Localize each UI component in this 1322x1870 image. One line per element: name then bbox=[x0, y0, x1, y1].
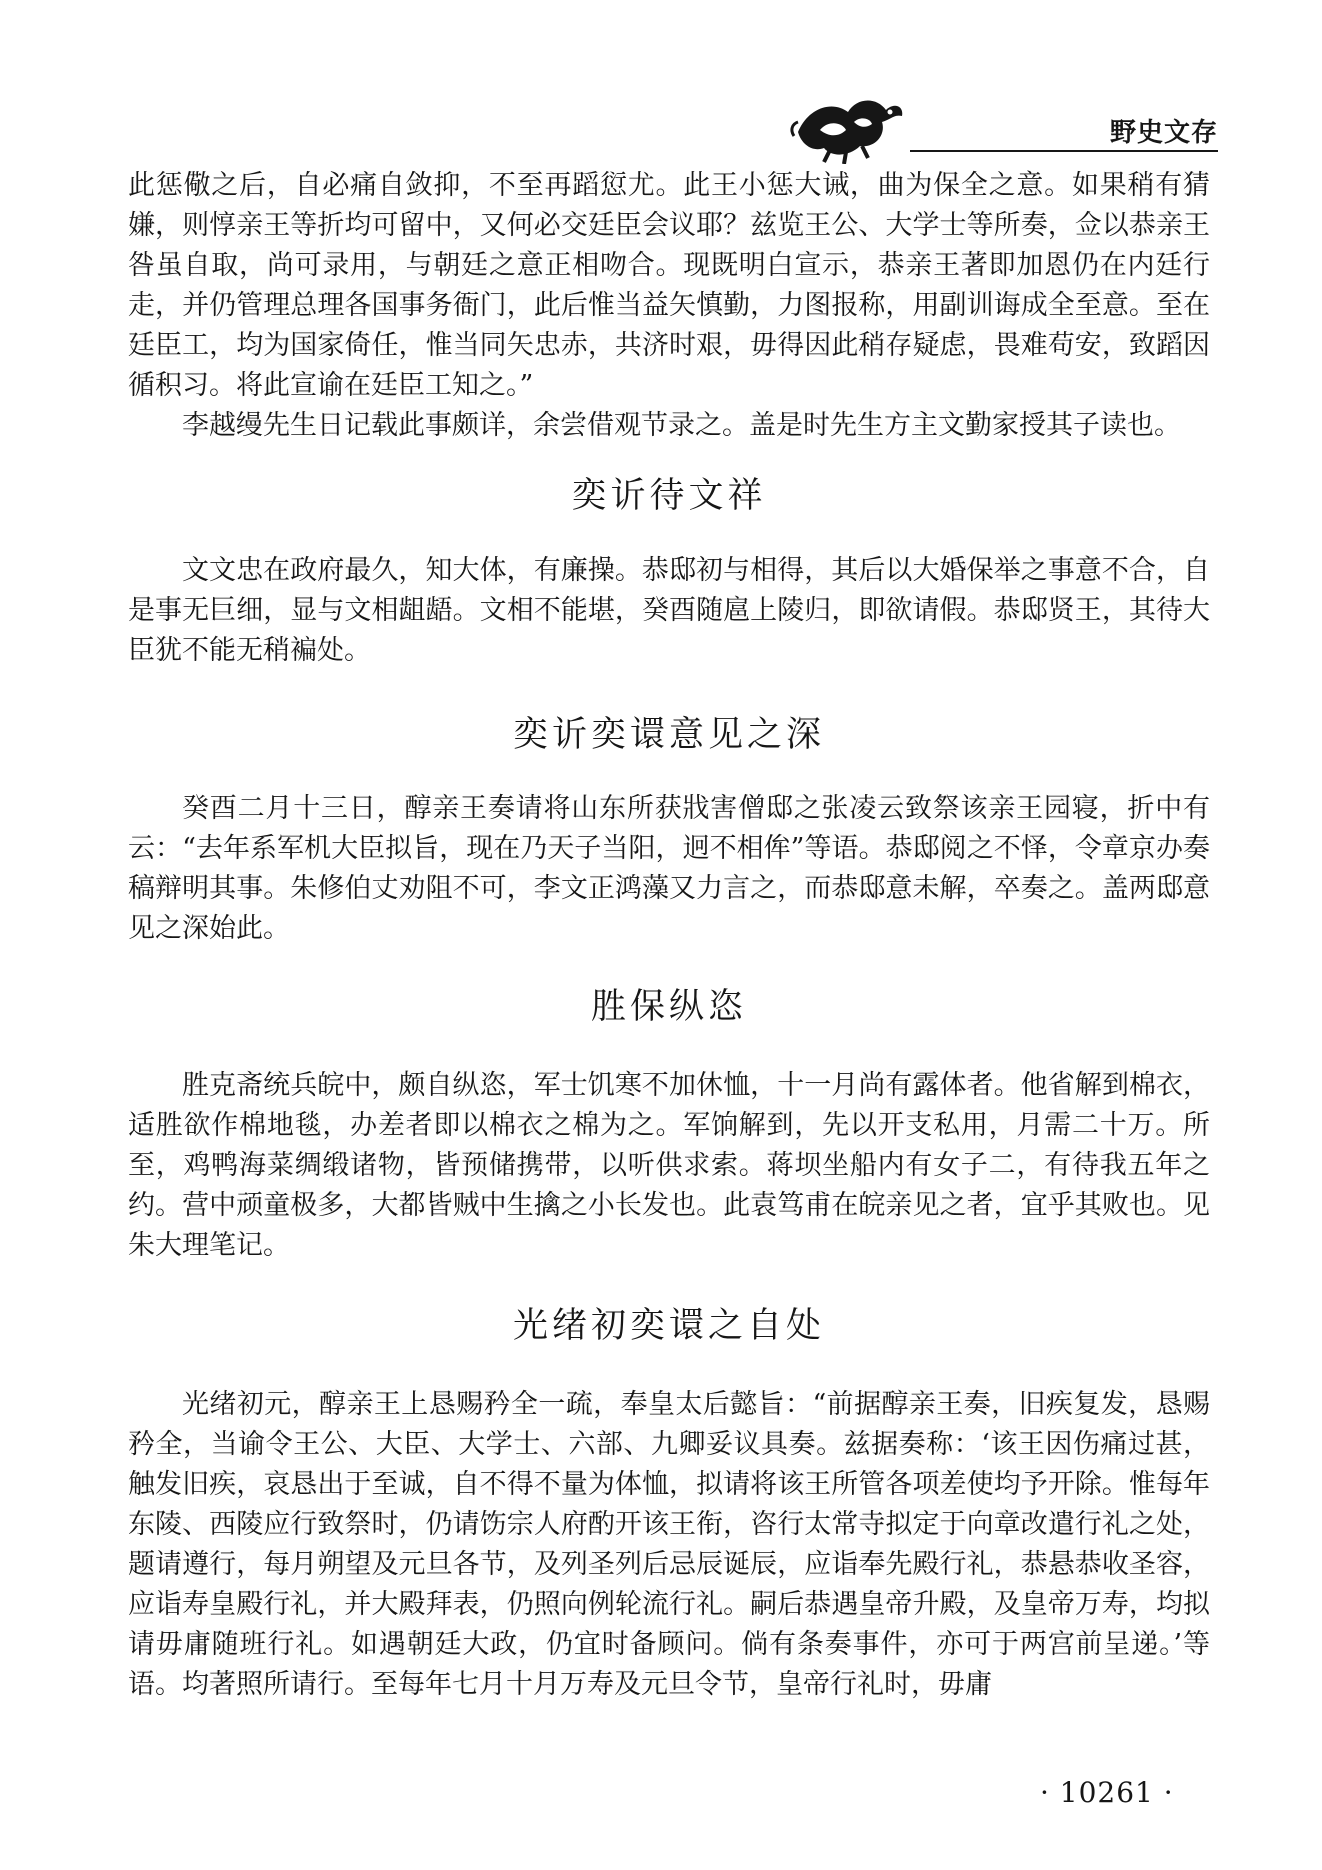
section-heading: 胜保纵恣 bbox=[590, 987, 747, 1027]
section-heading: 奕䜣待文祥 bbox=[571, 476, 767, 516]
body-paragraph: 癸酉二月十三日，醇亲王奏请将山东所获戕害僧邸之张凌云致祭该亲王园寝，折中有云：“去年系军机大臣拟旨，现在乃天子当阳，迥不相侔”等语。恭邸阅之不怿，令章京办奏稿辩明其事。朱修伯丈劝阻不可，李文正鸿藻又力言之，而恭邸意未解，卒奏之。盖两邸意见之深始此。 bbox=[128, 793, 1210, 944]
dragon-emblem-icon bbox=[790, 92, 910, 164]
body-paragraph: 李越缦先生日记载此事颇详，余尝借观节录之。盖是时先生方主文勤家授其子读也。 bbox=[182, 410, 1181, 441]
series-title: 野史文存 bbox=[1109, 118, 1218, 148]
body-paragraph: 文文忠在政府最久，知大体，有廉操。恭邸初与相得，其后以大婚保举之事意不合，自是事无巨细，显与文相龃龉。文相不能堪，癸酉随扈上陵归，即欲请假。恭邸贤王，其待大臣犹不能无稍褊处。 bbox=[128, 555, 1210, 666]
page-body bbox=[128, 166, 1210, 1705]
header-rule bbox=[910, 150, 1218, 152]
page-number: · 10261 · bbox=[1040, 1776, 1174, 1809]
body-paragraph: 此惩儆之后，自必痛自敛抑，不至再蹈愆尤。此王小惩大诫，曲为保全之意。如果稍有猜嫌，则惇亲王等折均可留中，又何必交廷臣会议耶？兹览王公、大学士等所奏，佥以恭亲王咎虽自取，尚可录用，与朝廷之意正相吻合。现既明白宣示，恭亲王著即加恩仍在内廷行走，并仍管理总理各国事务衙门，此后惟当益矢慎勤，力图报称，用副训诲成全至意。至在廷臣工，均为国家倚任，惟当同矢忠赤，共济时艰，毋得因此稍存疑虑，畏难苟安，致蹈因循积习。将此宣谕在廷臣工知之。” bbox=[128, 170, 1210, 401]
body-paragraph: 光绪初元，醇亲王上恳赐矜全一疏，奉皇太后懿旨：“前据醇亲王奏，旧疾复发，恳赐矜全，当谕令王公、大臣、大学士、六部、九卿妥议具奏。兹据奏称：‘该王因伤痛过甚，触发旧疾，哀恳出于至诚，自不得不量为体恤，拟请将该王所管各项差使均予开除。惟每年东陵、西陵应行致祭时，仍请饬宗人府酌开该王衔，咨行太常寺拟定于向章改遣行礼之处，题请遵行，每月朔望及元旦各节，及列圣列后忌辰诞辰，应诣奉先殿行礼，恭悬恭收圣容，应诣寿皇殿行礼，并大殿拜表，仍照向例轮流行礼。嗣后恭遇皇帝升殿，及皇帝万寿，均拟请毋庸随班行礼。如遇朝廷大政，仍宜时备顾问。倘有条奏事件，亦可于两宫前呈递。’等语。均著照所请行。至每年七月十月万寿及元旦令节，皇帝行礼时，毋庸 bbox=[128, 1389, 1210, 1700]
section-heading: 光绪初奕𫍽之自处 bbox=[512, 1306, 825, 1346]
section-heading: 奕䜣奕𫍽意见之深 bbox=[512, 715, 825, 755]
page-header bbox=[790, 92, 1218, 164]
body-paragraph: 胜克斋统兵皖中，颇自纵恣，军士饥寒不加休恤，十一月尚有露体者。他省解到棉衣，适胜欲作棉地毯，办差者即以棉衣之棉为之。军饷解到，先以开支私用，月需二十万。所至，鸡鸭海菜绸缎诸物，皆预储携带，以听供求索。蒋坝坐船内有女子二，有待我五年之约。营中顽童极多，大都皆贼中生擒之小长发也。此袁笃甫在皖亲见之者，宜乎其败也。见朱大理笔记。 bbox=[128, 1070, 1210, 1261]
